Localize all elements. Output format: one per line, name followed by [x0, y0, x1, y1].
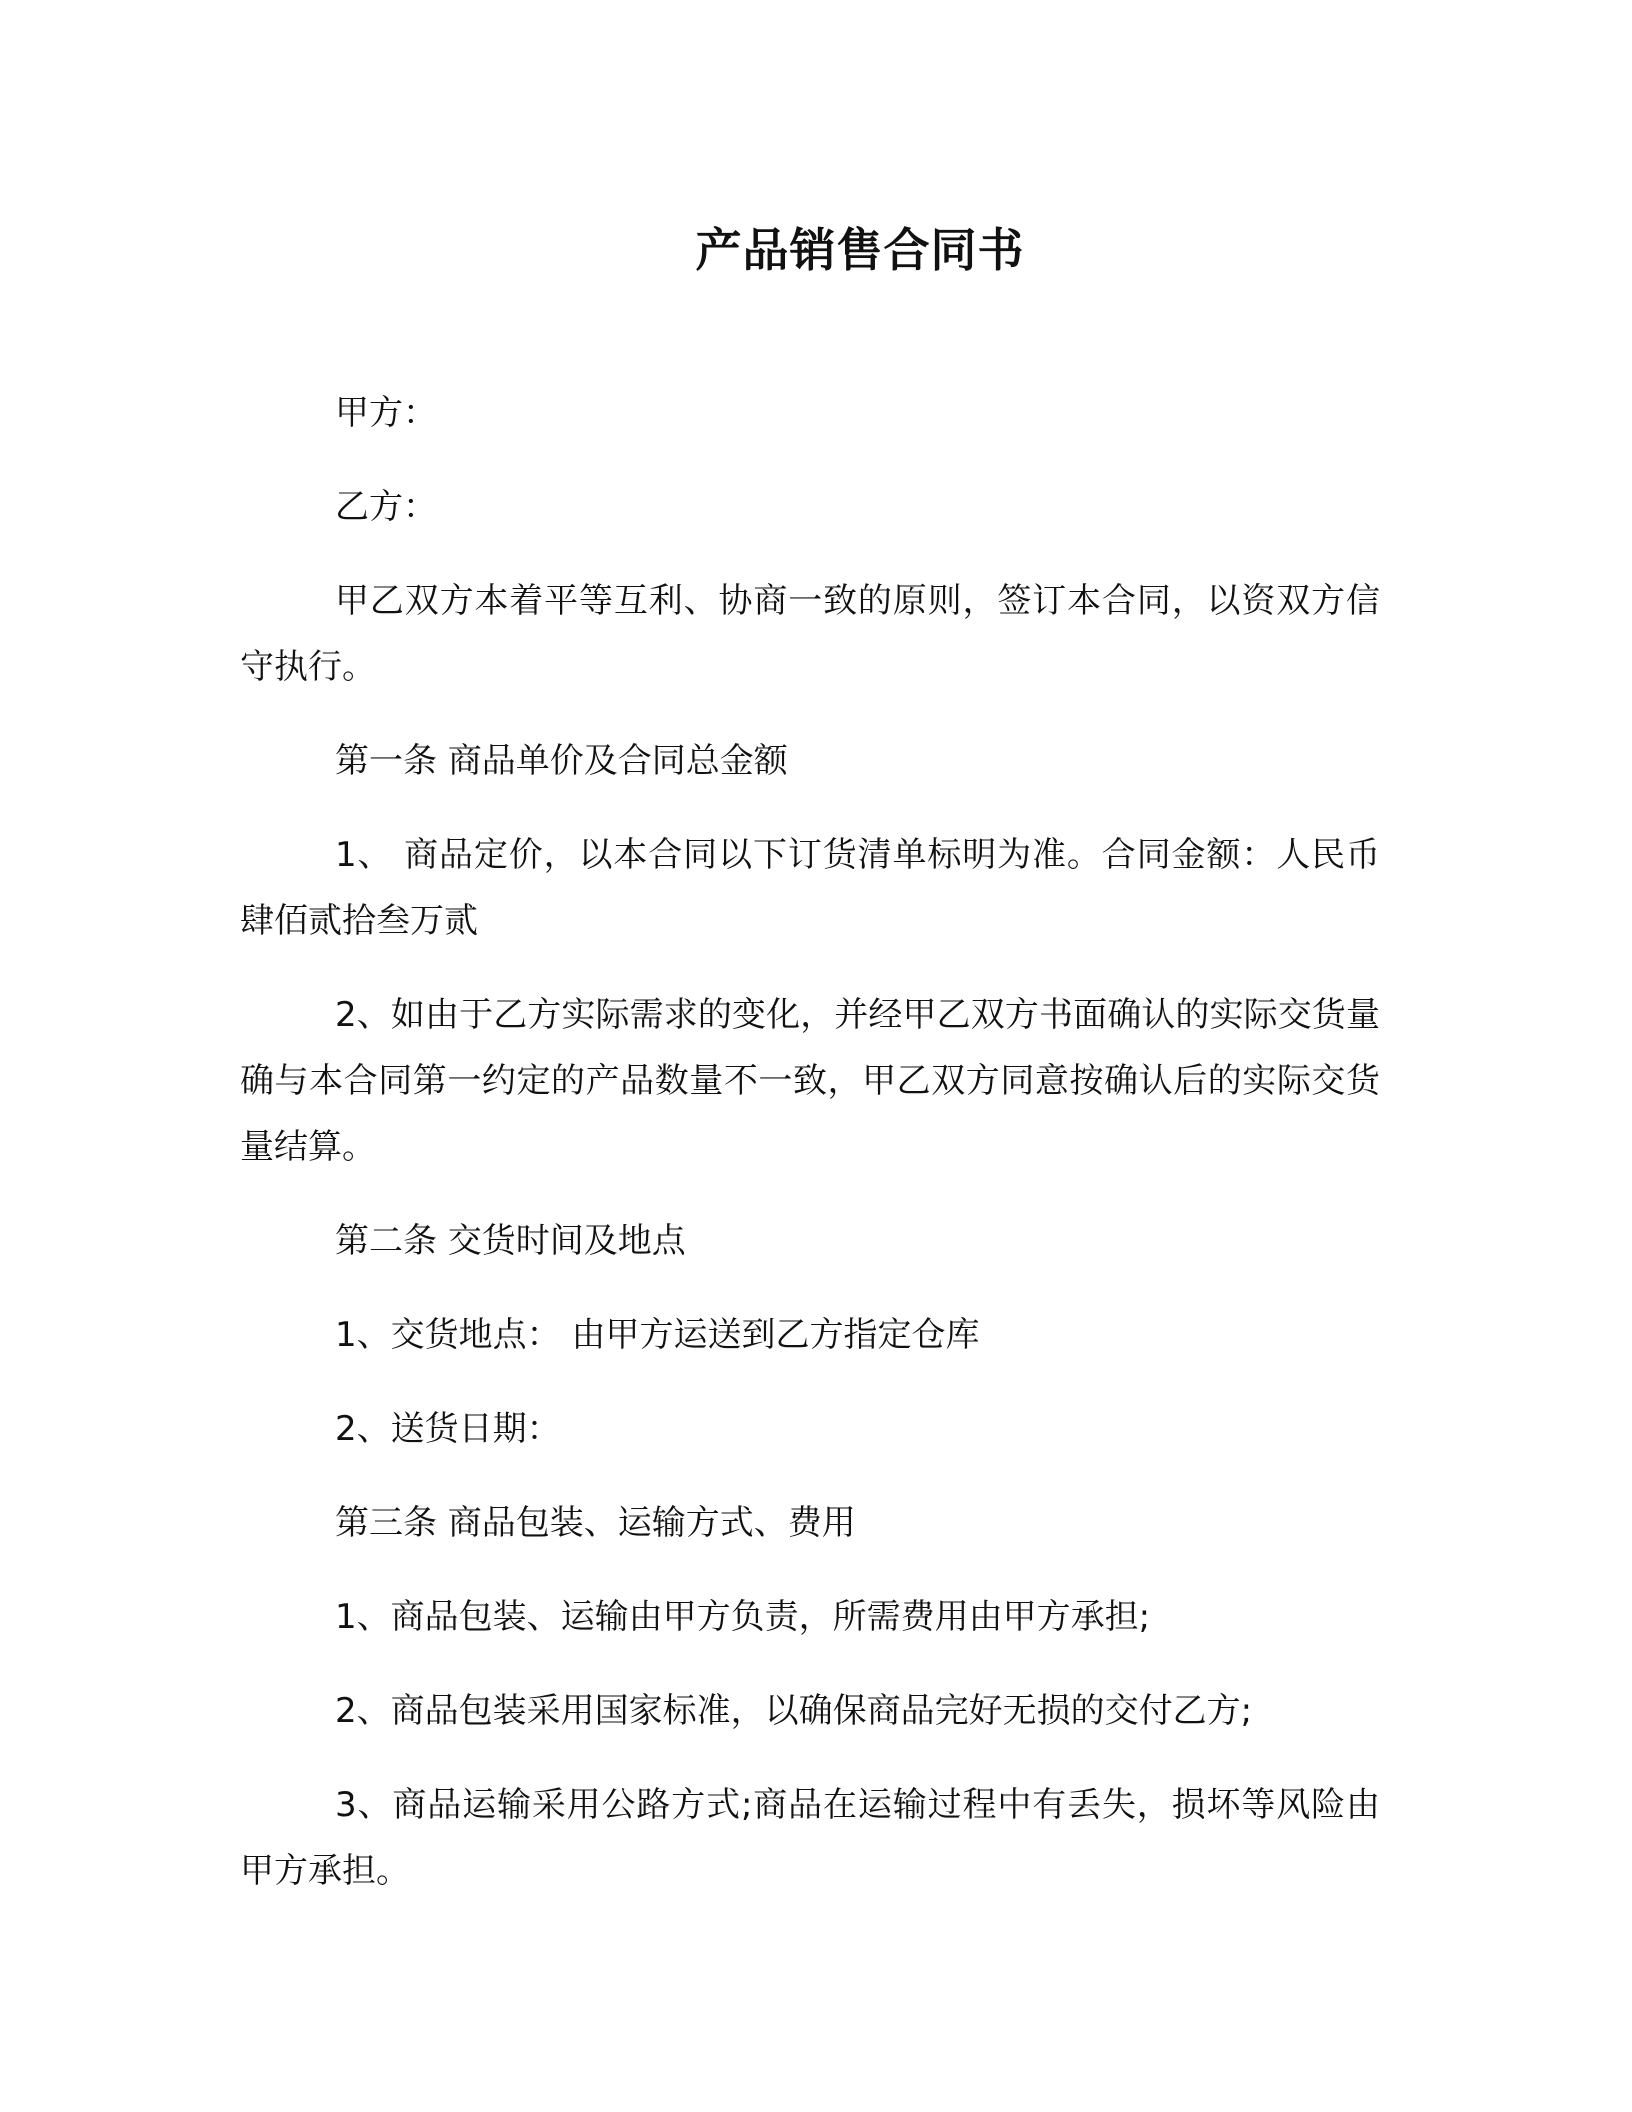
article-1-item-1: 1、 商品定价，以本合同以下订货清单标明为准。合同金额：人民币肆佰贰拾叁万贰 — [240, 835, 1380, 941]
article-3-item-2: 2、商品包装采用国家标准，以确保商品完好无损的交付乙方; — [335, 1691, 1253, 1731]
article-1-item-2: 2、如由于乙方实际需求的变化，并经甲乙双方书面确认的实际交货量确与本合同第一约定的产品数量不一致，甲乙双方同意按确认后的实际交货量结算。 — [240, 995, 1380, 1167]
document-body — [240, 380, 1380, 1932]
article-2-heading: 第二条 交货时间及地点 — [335, 1221, 686, 1261]
party-a-line: 甲方： — [335, 393, 437, 433]
article-2-item-2: 2、送货日期： — [335, 1409, 561, 1449]
party-b-line: 乙方： — [335, 487, 437, 527]
article-3-heading: 第三条 商品包装、运输方式、费用 — [335, 1503, 856, 1543]
article-2-item-1: 1、交货地点： 由甲方运送到乙方指定仓库 — [335, 1315, 980, 1355]
document-title: 产品销售合同书 — [695, 223, 1025, 277]
article-3-item-1: 1、商品包装、运输由甲方负责，所需费用由甲方承担; — [335, 1597, 1151, 1637]
article-1-heading: 第一条 商品单价及合同总金额 — [335, 741, 788, 781]
preamble-paragraph: 甲乙双方本着平等互利、协商一致的原则，签订本合同，以资双方信守执行。 — [240, 581, 1380, 687]
article-3-item-3: 3、商品运输采用公路方式;商品在运输过程中有丢失，损坏等风险由甲方承担。 — [240, 1785, 1380, 1891]
